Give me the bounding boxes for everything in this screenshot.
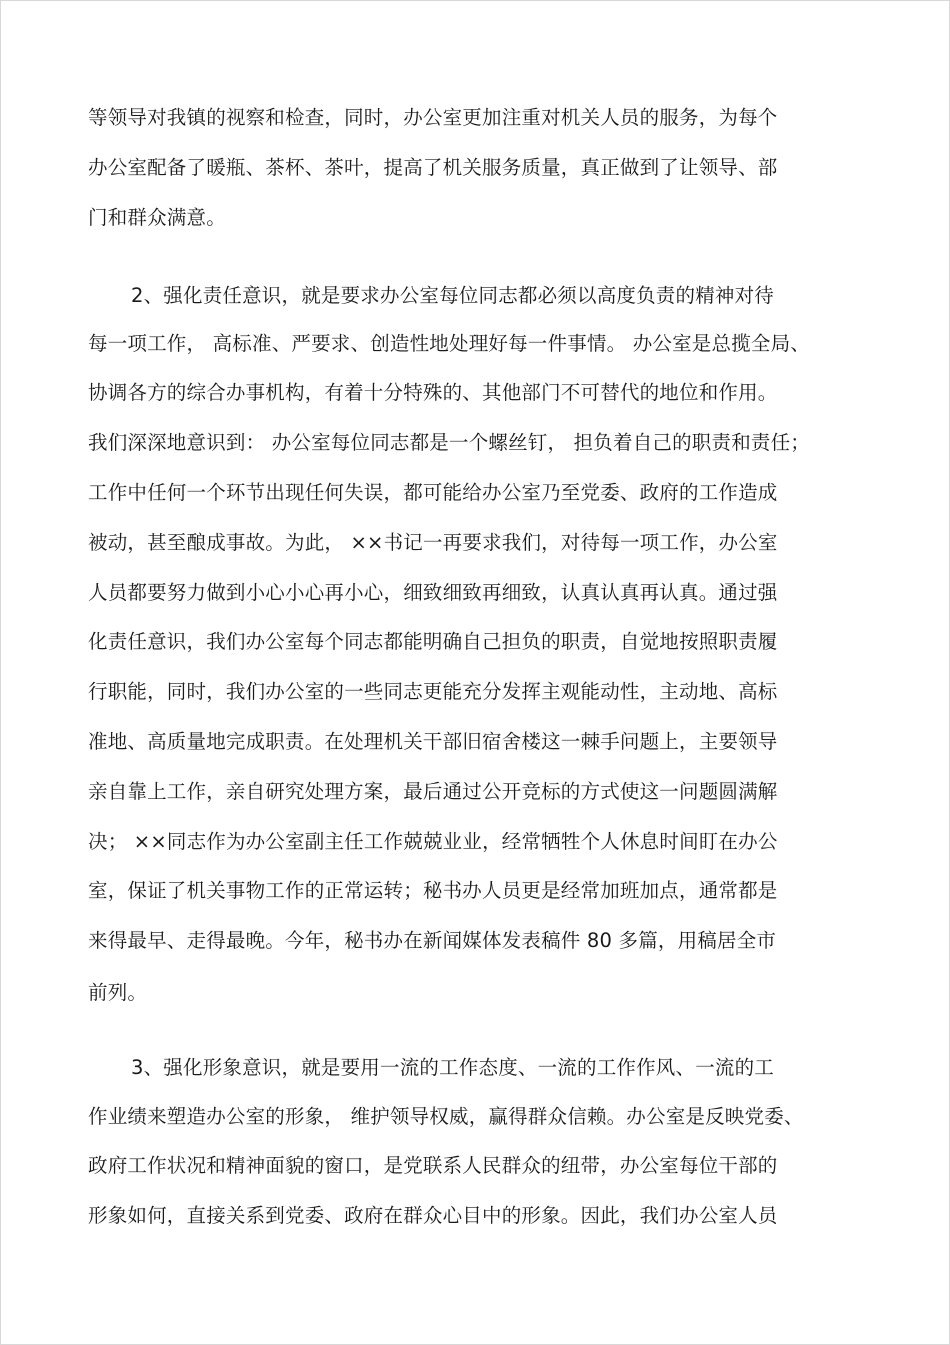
text-line: 人员都要努力做到小心小心再小心，细致细致再细致，认真认真再认真。通过强 xyxy=(88,581,778,604)
text-line: 办公室配备了暖瓶、茶杯、茶叶，提高了机关服务质量，真正做到了让领导、部 xyxy=(88,156,778,179)
text-line: 前列。 xyxy=(88,981,148,1004)
text-line: 工作中任何一个环节出现任何失误，都可能给办公室乃至党委、政府的工作造成 xyxy=(88,481,778,504)
text-line: 门和群众满意。 xyxy=(88,206,226,229)
text-line: 协调各方的综合办事机构，有着十分特殊的、其他部门不可替代的地位和作用。 xyxy=(88,381,778,404)
paragraph-start-line: 2、强化责任意识，就是要求办公室每位同志都必须以高度负责的精神对待 xyxy=(131,284,775,307)
text-line: 行职能，同时，我们办公室的一些同志更能充分发挥主观能动性，主动地、高标 xyxy=(88,680,778,703)
text-line: 政府工作状况和精神面貌的窗口，是党联系人民群众的纽带，办公室每位干部的 xyxy=(88,1154,778,1177)
text-line: 来得最早、走得最晚。今年，秘书办在新闻媒体发表稿件 80 多篇，用稿居全市 xyxy=(88,929,777,952)
text-line: 室，保证了机关事物工作的正常运转；秘书办人员更是经常加班加点，通常都是 xyxy=(88,879,778,902)
text-line: 准地、高质量地完成职责。在处理机关干部旧宿舍楼这一棘手问题上，主要领导 xyxy=(88,730,778,753)
text-line: 等领导对我镇的视察和检查，同时，办公室更加注重对机关人员的服务，为每个 xyxy=(88,106,778,129)
paragraph-start-line: 3、强化形象意识，就是要用一流的工作态度、一流的工作作风、一流的工 xyxy=(131,1056,775,1079)
text-line: 化责任意识，我们办公室每个同志都能明确自己担负的职责，自觉地按照职责履 xyxy=(88,630,778,653)
text-line: 我们深深地意识到： 办公室每位同志都是一个螺丝钉， 担负着自己的职责和责任； xyxy=(88,431,810,454)
text-line: 决； ××同志作为办公室副主任工作兢兢业业，经常牺牲个人休息时间盯在办公 xyxy=(88,830,778,853)
text-line: 每一项工作， 高标准、严要求、创造性地处理好每一件事情。 办公室是总揽全局、 xyxy=(88,332,810,355)
text-line: 作业绩来塑造办公室的形象， 维护领导权威，赢得群众信赖。办公室是反映党委、 xyxy=(88,1105,804,1128)
text-line: 被动，甚至酿成事故。为此， ××书记一再要求我们，对待每一项工作，办公室 xyxy=(88,531,778,554)
text-line: 形象如何，直接关系到党委、政府在群众心目中的形象。因此，我们办公室人员 xyxy=(88,1204,778,1227)
text-line: 亲自靠上工作，亲自研究处理方案，最后通过公开竞标的方式使这一问题圆满解 xyxy=(88,780,778,803)
